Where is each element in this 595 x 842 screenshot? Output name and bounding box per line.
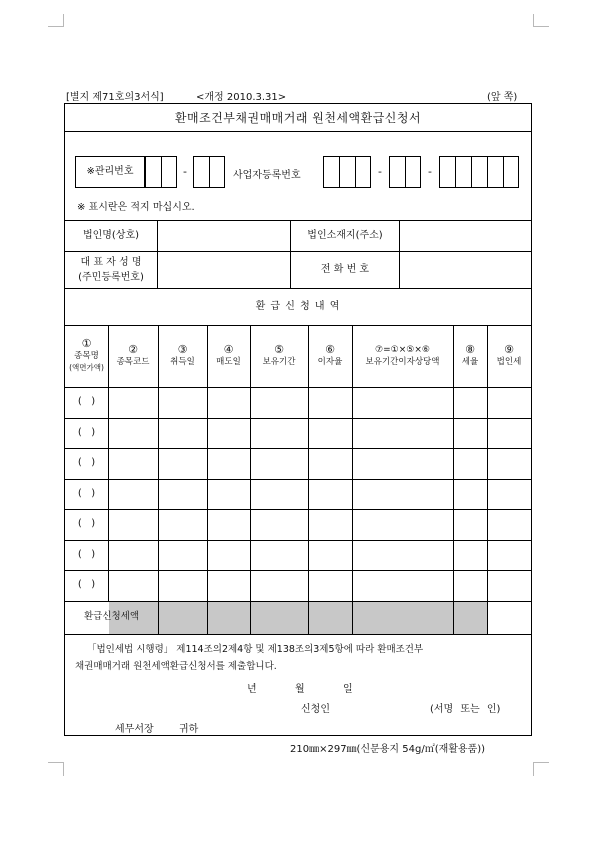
crop-mark: [533, 762, 549, 763]
table-cell[interactable]: [108, 570, 158, 601]
total-corp-tax-cell[interactable]: [487, 601, 531, 635]
crop-mark: [48, 26, 64, 27]
table-cell[interactable]: [308, 509, 352, 540]
table-cell[interactable]: [308, 540, 352, 571]
column-header: [108, 325, 158, 387]
table-cell[interactable]: [487, 418, 531, 449]
table-cell[interactable]: [453, 509, 487, 540]
table-cell[interactable]: [207, 418, 250, 449]
column-number: ⑧: [465, 343, 475, 356]
rep-name-text: 대 표 자 성 명: [80, 257, 142, 268]
column-label: 보유기간이자상당액: [365, 357, 440, 367]
column-number: ⑦=①×⑤×⑥: [375, 345, 430, 355]
table-cell[interactable]: [453, 418, 487, 449]
biz-reg-dash-2: -: [428, 165, 432, 178]
table-rule: [65, 570, 531, 571]
table-cell[interactable]: [250, 540, 308, 571]
corp-name-label: 법인명(상호): [82, 230, 140, 241]
row-marker: ( ): [77, 518, 96, 530]
crop-mark: [48, 762, 64, 763]
row-marker: ( ): [77, 396, 96, 408]
column-number: ④: [223, 343, 234, 356]
table-rule: [487, 325, 488, 634]
table-cell[interactable]: [108, 509, 158, 540]
table-cell[interactable]: [352, 509, 453, 540]
column-number: ②: [128, 343, 138, 356]
table-cell[interactable]: [308, 418, 352, 449]
column-label: 법인세: [496, 357, 522, 367]
table-cell[interactable]: [487, 570, 531, 601]
table-cell[interactable]: [453, 448, 487, 479]
column-header: [352, 325, 453, 387]
biz-reg-number-input-3[interactable]: [439, 156, 519, 188]
table-cell[interactable]: [158, 570, 207, 601]
table-cell[interactable]: [250, 448, 308, 479]
total-refund-label: 환급신청세액: [83, 611, 140, 623]
column-label: 보유기간: [262, 357, 296, 367]
table-cell[interactable]: [352, 418, 453, 449]
form-title: 환매조건부채권매매거래 원천세액환급신청서: [174, 110, 422, 125]
table-cell[interactable]: [207, 570, 250, 601]
table-rule: [158, 325, 159, 634]
column-sublabel: (액면가액): [69, 363, 104, 372]
crop-mark: [63, 14, 64, 26]
rep-id-text: (주민등록번호): [78, 272, 144, 283]
table-rule: [250, 325, 251, 634]
table-cell[interactable]: [158, 479, 207, 510]
column-label: 취득일: [170, 357, 195, 367]
table-cell[interactable]: [250, 418, 308, 449]
table-cell[interactable]: [453, 479, 487, 510]
column-label: 세율: [461, 357, 479, 367]
biz-reg-number-label: 사업자등록번호: [233, 170, 301, 181]
table-cell[interactable]: [487, 479, 531, 510]
application-form: [64, 103, 532, 736]
table-rule: [352, 325, 353, 634]
rep-name-field[interactable]: [158, 252, 290, 288]
total-cell-shaded: [251, 602, 308, 635]
table-cell[interactable]: [207, 448, 250, 479]
table-cell[interactable]: [108, 479, 158, 510]
declaration-line-2: 채권매매거래 원천세액환급신청서를 제출합니다.: [75, 661, 277, 672]
column-number: ⑥: [325, 343, 335, 356]
biz-reg-dash-1: -: [378, 165, 382, 178]
table-cell[interactable]: [487, 540, 531, 571]
table-cell[interactable]: [487, 448, 531, 479]
column-label: 종목코드: [116, 357, 150, 367]
column-number: ③: [177, 343, 188, 356]
corp-address-label: 법인소재지(주소): [307, 230, 383, 241]
total-cell-shaded: [309, 602, 352, 635]
table-rule: [453, 325, 454, 634]
corp-address-field[interactable]: [400, 221, 531, 251]
paper-spec: 210㎜×297㎜(신문용지 54g/㎡(재활용품)): [290, 744, 486, 755]
table-cell[interactable]: [158, 509, 207, 540]
date-month: 월: [295, 684, 305, 695]
table-rule: [207, 325, 208, 634]
mgmt-number-dash: -: [183, 165, 187, 178]
mgmt-number-label: ※관리번호: [86, 166, 134, 177]
table-cell[interactable]: [308, 448, 352, 479]
note-text: ※ 표시란은 적지 마십시오.: [77, 202, 195, 213]
table-rule: [65, 448, 531, 449]
biz-reg-number-input-1[interactable]: [323, 156, 371, 188]
table-cell[interactable]: [108, 448, 158, 479]
addressee-honorific: 귀하: [179, 724, 199, 735]
column-label: 매도일: [216, 357, 241, 367]
column-header: [453, 325, 487, 387]
column-label: 종목명: [74, 351, 99, 361]
table-cell[interactable]: [453, 570, 487, 601]
table-cell[interactable]: [352, 479, 453, 510]
column-label: 이자율: [317, 357, 343, 367]
table-rule: [65, 634, 531, 635]
column-number: ⑤: [274, 343, 284, 356]
applicant-label: 신청인: [301, 704, 330, 715]
refund-details-table: [65, 325, 531, 634]
table-cell[interactable]: [207, 479, 250, 510]
table-cell[interactable]: [158, 418, 207, 449]
table-cell[interactable]: [108, 387, 158, 418]
column-number: ⑨: [504, 343, 514, 356]
column-header: [158, 325, 207, 387]
table-cell[interactable]: [158, 387, 207, 418]
table-cell[interactable]: [487, 509, 531, 540]
column-number: ①: [81, 337, 92, 350]
column-header: [250, 325, 308, 387]
table-cell[interactable]: [352, 387, 453, 418]
rep-name-label: [65, 252, 157, 288]
table-cell[interactable]: [207, 387, 250, 418]
row-marker: ( ): [77, 426, 96, 438]
table-cell[interactable]: [352, 540, 453, 571]
row-marker: ( ): [77, 548, 96, 560]
column-header: [65, 325, 108, 387]
table-rule: [108, 325, 109, 601]
table-cell[interactable]: [207, 540, 250, 571]
table-cell[interactable]: [250, 479, 308, 510]
column-header: [487, 325, 531, 387]
crop-mark: [533, 14, 534, 26]
table-cell[interactable]: [250, 509, 308, 540]
total-cell-shaded: [159, 602, 207, 635]
crop-mark: [533, 26, 549, 27]
table-cell[interactable]: [250, 570, 308, 601]
table-cell[interactable]: [487, 387, 531, 418]
table-rule: [65, 509, 531, 510]
total-cell-shaded: [454, 602, 487, 635]
table-cell[interactable]: [352, 448, 453, 479]
table-rule: [308, 325, 309, 634]
table-rule: [65, 601, 531, 602]
table-cell[interactable]: [453, 387, 487, 418]
row-marker: ( ): [77, 579, 96, 591]
table-cell[interactable]: [108, 540, 158, 571]
date-day: 일: [343, 684, 353, 695]
table-rule: [65, 418, 531, 419]
signature-label: (서명 또는 인): [430, 704, 501, 715]
table-cell[interactable]: [158, 540, 207, 571]
table-rule: [65, 540, 531, 541]
table-rule: [65, 387, 531, 388]
declaration-line-1: 「법인세법 시행령」 제114조의2제4항 및 제138조의3제5항에 따라 환매조건부: [87, 644, 424, 655]
total-cell-shaded: [353, 602, 453, 635]
crop-mark: [63, 762, 64, 776]
corp-name-field[interactable]: [158, 221, 290, 251]
phone-field[interactable]: [400, 252, 531, 288]
table-cell[interactable]: [158, 448, 207, 479]
table-cell[interactable]: [453, 540, 487, 571]
revision-date: <개정 2010.3.31>: [196, 92, 287, 103]
date-year: 년: [247, 684, 257, 695]
crop-mark: [533, 762, 534, 776]
table-cell[interactable]: [308, 570, 352, 601]
table-rule: [65, 479, 531, 480]
row-marker: ( ): [77, 457, 96, 469]
table-cell[interactable]: [250, 387, 308, 418]
column-header: [308, 325, 352, 387]
phone-label: 전 화 번 호: [320, 264, 370, 275]
total-cell-shaded: [208, 602, 250, 635]
row-marker: ( ): [77, 487, 96, 499]
table-cell[interactable]: [308, 387, 352, 418]
details-section-title: 환 급 신 청 내 역: [255, 301, 341, 312]
table-cell[interactable]: [352, 570, 453, 601]
page-side: (앞 쪽): [487, 92, 518, 103]
addressee: 세무서장: [115, 724, 154, 735]
column-header: [207, 325, 250, 387]
form-number: [별지 제71호의3서식]: [66, 92, 164, 103]
table-cell[interactable]: [108, 418, 158, 449]
table-cell[interactable]: [207, 509, 250, 540]
table-cell[interactable]: [308, 479, 352, 510]
